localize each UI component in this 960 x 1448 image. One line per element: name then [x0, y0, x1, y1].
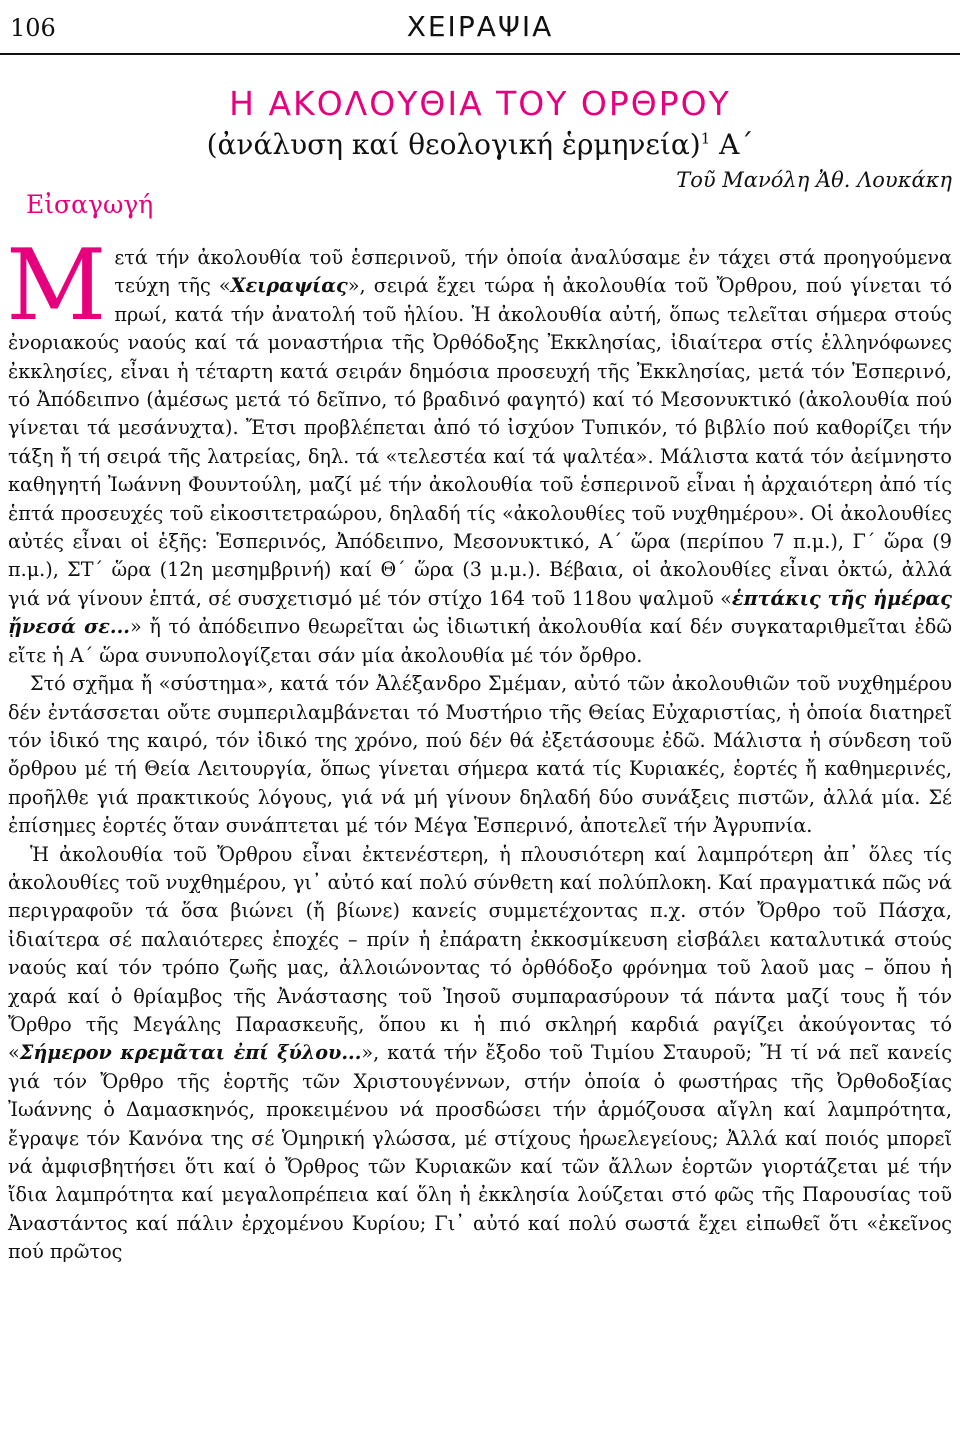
- drop-cap: Μ: [6, 229, 107, 343]
- p3-text-b: », κατά τήν ἔξοδο τοῦ Τιμίου Σταυροῦ; Ἤ τί νά πεῖ κανείς γιά τόν Ὄρθρο τῆς ἑορτῆς τῶν Χριστουγέννων, στήν ὁποία ὁ φωστήρας τῆς Ὀρθοδοξίας Ἰωάννης ὁ Δαμασκηνός, προκειμένου νά προσδώσει τήν ἁρμόζουσα αἴγλη καί λαμπρότητα, ἔγραψε τόν Κανόνα της σέ Ὁμηρική γλώσσα, μέ στίχους ἡρωελεγείους; Ἀλλά καί ποιός μπορεῖ νά ἀμφισβητήσει ὅτι καί ὁ Ὄρθρος τῶν Κυριακῶν καί τῶν ἄλλων ἑορτῶν γιορτάζεται μέ τήν ἴδια λαμπρότητα καί μεγαλοπρέπεια καί ὅλη ἡ ἐκκλησία λούζεται στό φῶς τῆς Παρουσίας τοῦ Ἀναστάντος καί πάλιν ἐρχομένου Κυρίου; Γι᾽ αὐτό καί πολύ σωστά ἔχει εἰπωθεῖ ὅτι «ἐκεῖνος πού πρῶτος: [8, 1041, 952, 1264]
- section-heading: Εἰσαγωγή: [26, 190, 154, 219]
- article-subtitle: [0, 128, 960, 161]
- p3-text-a: Ἡ ἀκολουθία τοῦ Ὄρθρου εἶναι ἐκτενέστερη, ἡ πλουσιότερη καί λαμπρότερη ἀπ᾽ ὅλες τίς ἀκολουθίες τοῦ νυχθημέρου, γι᾽ αὐτό καί πολύ σύνθετη καί πολύπλοκη. Καί πραγματικά πῶς νά περιγραφοῦν τά ὅσα βιώνει (ἤ βίωνε) κανείς συμμετέχοντας π.χ. στόν Ὄρθρο τοῦ Πάσχα, ἰδιαίτερα σέ παλαιότερες ἐποχές – πρίν ἡ ἐπάρατη ἐκκοσμίκευση εἰσβάλει καταλυτικά στούς ναούς καί τόν τρόπο ζωῆς μας, ἀλλοιώνοντας τό ὀρθόδοξο φρόνημα τοῦ λαοῦ μας – ὅπου ἡ χαρά καί ὁ θρίαμβος τῆς Ἀνάστασης τοῦ Ἰησοῦ συμπαρασύρουν τά πάντα μαζί τους ἤ τόν Ὄρθρο τῆς Μεγάλης Παρασκευῆς, ὅπου κι ἡ πιό σκληρή καρδιά ραγίζει ἀκούγοντας τό «: [8, 842, 952, 1065]
- p1-quote-psalm: ἑπτάκις τῆς ἡμέρας ᾔνεσά σε...: [8, 586, 952, 639]
- p1-text-b: », σειρά ἔχει τώρα ἡ ἀκολουθία τοῦ Ὄρθρου, πού γίνεται τό πρωί, κατά τήν ἀνατολή τοῦ ἡλίου. Ἡ ἀκολουθία αὐτή, ὅπως τελεῖται σήμερα στούς ἐνοριακούς ναούς καί τά μοναστήρια τῆς Ὀρθόδοξης Ἐκκλησίας, ἰδιαίτερα στίς ἑλληνόφωνες ἐκκλησίες, εἶναι ἡ τέταρτη κατά σειράν δημόσια προσευχή τῆς Ἐκκλησίας, μετά τόν Ἑσπερινό, τό Ἀπόδειπνο (ἀμέσως μετά τό δεῖπνο, τό βραδινό φαγητό) καί τό Μεσονυκτικό (ἀκολουθία πού γίνεται τά μεσάνυχτα). Ἔτσι προβλέπεται ἀπό τό ἰσχύον Τυπικόν, τό βιβλίο πού καθορίζει τήν τάξη ἤ τή σειρά τῆς λατρείας, δηλ. τά «τελεστέα καί τά ψαλτέα». Μάλιστα κατά τόν ἀείμνηστο καθηγητή Ἰωάννη Φουντούλη, μαζί μέ τήν ἀκολουθία τοῦ ἑσπερινοῦ εἶναι ἡ ἀρχαιότερη ἀπό τίς ἑπτά προσευχές τοῦ εἰκοσιτετραώρου, δηλαδή τίς «ἀκολουθίες τοῦ νυχθημέρου». Οἱ ἀκολουθίες αὐτές εἶναι οἱ ἑξῆς: Ἑσπερινός, Ἀπόδειπνο, Μεσονυκτικό, Α΄ ὥρα (περίπου 7 π.μ.), Γ΄ ὥρα (9 π.μ.), ΣΤ΄ ὥρα (12η μεσημβρινή) καί Θ΄ ὥρα (3 μ.μ.). Βέβαια, οἱ ἀκολουθίες εἶναι ὀκτώ, ἀλλά γιά νά γίνουν ἑπτά, σέ συσχετισμό μέ τόν στίχο 164 τοῦ 118ου ψαλμοῦ «: [8, 274, 952, 610]
- paragraph-3: [8, 841, 952, 1267]
- header-rule: [0, 53, 960, 55]
- article-title: Η ΑΚΟΛΟΥΘΙΑ ΤΟΥ ΟΡΘΡΟΥ: [229, 84, 731, 123]
- paragraph-1: [6, 229, 952, 670]
- author-byline: Τοῦ Μανόλη Ἀθ. Λουκάκη: [676, 168, 952, 192]
- p3-quote-hymn: Σήμερον κρεμᾶται ἐπί ξύλου...: [19, 1041, 362, 1065]
- page-number: 106: [10, 14, 56, 42]
- footnote-marker: 1: [700, 129, 711, 148]
- journal-title: ΧΕΙΡΑΨΙΑ: [406, 10, 554, 43]
- p1-quote-journal: Χειραψίας: [230, 274, 348, 298]
- subtitle-text: (ἀνάλυση καί θεολογική ἑρμηνεία): [206, 128, 701, 161]
- article-body: [6, 229, 952, 1267]
- p1-text-a: ετά τήν ἀκολουθία τοῦ ἑσπερινοῦ, τήν ὁποία ἀναλύσαμε ἐν τάχει στά προηγούμενα τεύχη τῆς «: [114, 246, 952, 298]
- paragraph-2: Στό σχῆμα ἤ «σύστημα», κατά τόν Ἀλέξανδρο Σμέμαν, αὐτό τῶν ἀκολουθιῶν τοῦ νυχθημέρου δέν ἐντάσσεται οὔτε συμπεριλαμβάνεται τό Μυστήριο τῆς Θείας Εὐχαριστίας, ἡ ὁποία διατηρεῖ τόν ἰδικό της καιρό, τόν ἰδικό της χρόνο, πού δέν θά ἐξετάσουμε ἐδῶ. Μάλιστα ἡ σύνδεση τοῦ ὄρθρου μέ τή Θεία Λειτουργία, ὅπως γίνεται σήμερα κατά τίς Κυριακές, ἑορτές ἤ καθημερινές, προῆλθε γιά πρακτικούς λόγους, γιά νά μή γίνουν δηλαδή δύο συνάξεις πιστῶν, ἀλλά μία. Σέ ἐπίσημες ἑορτές ὅταν συνάπτεται μέ τόν Μέγα Ἑσπερινό, ἀποτελεῖ τήν Ἀγρυπνία.: [8, 672, 952, 838]
- subtitle-part: Α΄: [719, 128, 754, 161]
- p1-text-c: » ἤ τό ἀπόδειπνο θεωρεῖται ὡς ἰδιωτική ἀκολουθία καί δέν συγκαταριθμεῖται ἐδῶ εἴτε ἡ Α΄ ὥρα συνυπολογίζεται σάν μία ἀκολουθία μέ τόν ὄρθρο.: [8, 615, 952, 667]
